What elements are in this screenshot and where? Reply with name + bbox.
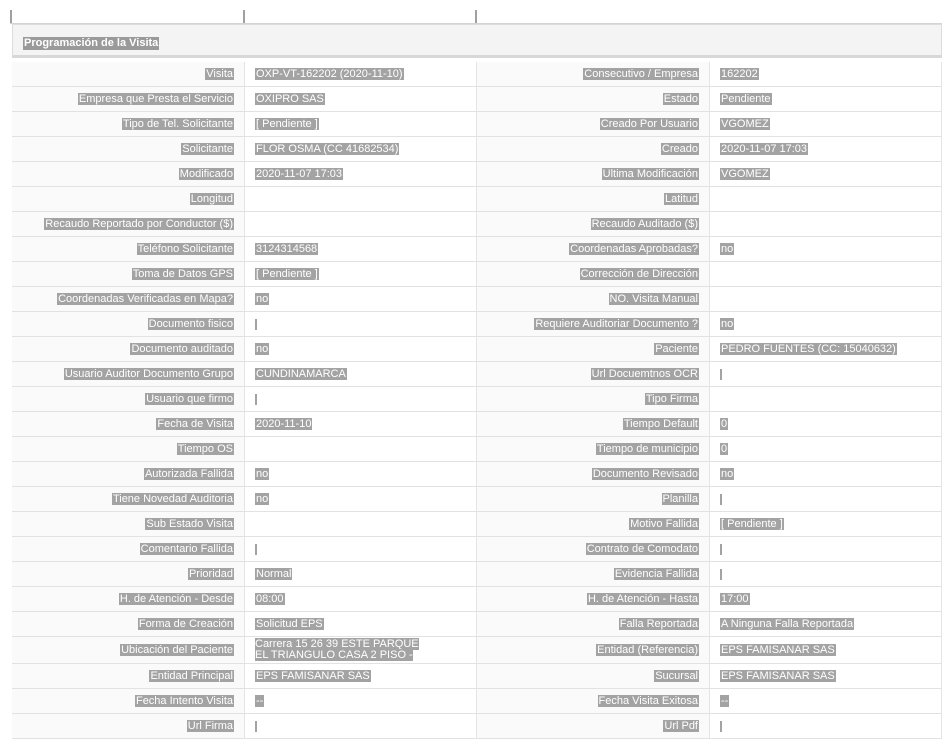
field-label: Modificado xyxy=(179,168,233,180)
field-label: Entidad Principal xyxy=(150,670,233,682)
field-value: 2020-11-07 17:03 xyxy=(721,143,808,155)
column-divider xyxy=(10,10,12,23)
field-label-cell xyxy=(12,362,244,387)
field-label: Recaudo Reportado por Conductor ($) xyxy=(45,218,233,230)
empty-value-marker xyxy=(720,544,722,555)
field-label: Url Pdf xyxy=(664,720,698,732)
detail-row xyxy=(12,512,942,537)
field-label: Sucursal xyxy=(655,670,698,682)
field-value-cell xyxy=(709,337,942,362)
field-label-cell xyxy=(12,212,244,237)
field-value-cell xyxy=(709,262,942,287)
field-value-cell xyxy=(244,337,477,362)
field-value-cell xyxy=(244,62,477,87)
field-value-cell xyxy=(709,312,942,337)
field-label-cell xyxy=(477,689,709,714)
detail-row xyxy=(12,187,942,212)
field-value: Pendiente xyxy=(721,93,771,105)
field-label: Fecha de Visita xyxy=(157,418,233,430)
detail-row xyxy=(12,212,942,237)
field-value-cell xyxy=(244,187,477,212)
field-value: EPS FAMISANAR SAS xyxy=(721,670,835,682)
field-value-cell xyxy=(709,412,942,437)
field-value-cell xyxy=(709,714,942,739)
field-value: [ Pendiente ] xyxy=(256,118,318,130)
field-label-cell xyxy=(477,512,709,537)
field-label-cell xyxy=(12,62,244,87)
top-column-bar xyxy=(10,10,942,24)
field-value-cell xyxy=(709,437,942,462)
empty-value-marker xyxy=(255,721,257,732)
field-value: A Ninguna Falla Reportada xyxy=(721,618,854,630)
field-label: Autorizada Fallida xyxy=(144,468,233,480)
column-divider xyxy=(475,10,477,23)
field-value: [ Pendiente ] xyxy=(256,268,318,280)
field-label: Visita xyxy=(206,68,233,80)
field-value-cell xyxy=(709,212,942,237)
field-value: no xyxy=(721,243,734,255)
field-label-cell xyxy=(12,637,244,664)
field-label-cell xyxy=(477,62,709,87)
detail-row xyxy=(12,87,942,112)
field-value-cell xyxy=(244,612,477,637)
detail-row xyxy=(12,587,942,612)
field-label-cell xyxy=(12,689,244,714)
field-label-cell xyxy=(12,512,244,537)
empty-value-marker xyxy=(255,394,257,405)
detail-row xyxy=(12,537,942,562)
field-value: [ Pendiente ] xyxy=(721,518,783,530)
empty-value-marker xyxy=(720,494,722,505)
field-value-cell xyxy=(244,562,477,587)
field-label-cell xyxy=(477,587,709,612)
field-value-cell xyxy=(244,162,477,187)
field-label-cell xyxy=(477,462,709,487)
field-value-cell xyxy=(709,689,942,714)
field-label: Documento Revisado xyxy=(592,468,698,480)
field-label-cell xyxy=(12,112,244,137)
field-value: OXIPRO SAS xyxy=(256,93,324,105)
field-value-cell xyxy=(244,87,477,112)
field-label: Entidad (Referencia) xyxy=(597,644,698,656)
field-label: Usuario Auditor Documento Grupo xyxy=(64,368,233,380)
field-value: VGOMEZ xyxy=(721,118,769,130)
empty-value-marker xyxy=(255,319,257,330)
field-label-cell xyxy=(12,612,244,637)
field-value-cell xyxy=(244,237,477,262)
field-label-cell xyxy=(12,162,244,187)
detail-row xyxy=(12,437,942,462)
field-value: 08:00 xyxy=(256,593,284,605)
field-value-cell xyxy=(244,689,477,714)
field-value-cell xyxy=(709,162,942,187)
detail-row xyxy=(12,162,942,187)
field-label: Documento auditado xyxy=(131,343,233,355)
field-label: Longitud xyxy=(190,193,233,205)
field-value: 2020-11-10 xyxy=(256,418,312,430)
field-value-cell xyxy=(709,187,942,212)
empty-value-marker xyxy=(720,369,722,380)
field-value-cell xyxy=(709,637,942,664)
field-label: Tiene Novedad Auditoria xyxy=(112,493,233,505)
field-label-cell xyxy=(477,312,709,337)
field-value: 3124314568 xyxy=(256,243,318,255)
field-label-cell xyxy=(12,262,244,287)
field-value: no xyxy=(256,293,269,305)
field-value-cell xyxy=(709,237,942,262)
field-label: Tipo Firma xyxy=(645,393,698,405)
field-label: Tiempo OS xyxy=(177,443,233,455)
field-label: Falla Reportada xyxy=(619,618,698,630)
field-value-cell xyxy=(244,312,477,337)
field-value: 17:00 xyxy=(721,593,749,605)
field-value-cell xyxy=(244,512,477,537)
field-value-cell xyxy=(709,664,942,689)
field-value-cell xyxy=(244,587,477,612)
field-label-cell xyxy=(12,462,244,487)
field-label: Tipo de Tel. Solicitante xyxy=(122,118,233,130)
field-label: Contrato de Comodato xyxy=(586,543,698,555)
field-label-cell xyxy=(12,487,244,512)
field-label-cell xyxy=(477,162,709,187)
field-value-cell xyxy=(244,462,477,487)
detail-row xyxy=(12,689,942,714)
field-label: Url Docuemtnos OCR xyxy=(591,368,698,380)
field-value: no xyxy=(256,468,269,480)
detail-row xyxy=(12,312,942,337)
field-label-cell xyxy=(12,337,244,362)
field-label: Planilla xyxy=(662,493,698,505)
field-label-cell xyxy=(477,412,709,437)
field-value: no xyxy=(721,318,734,330)
field-label: Creado xyxy=(661,143,698,155)
field-label: Forma de Creación xyxy=(138,618,233,630)
detail-row xyxy=(12,137,942,162)
field-label-cell xyxy=(12,664,244,689)
field-label-cell xyxy=(477,637,709,664)
field-value-cell xyxy=(709,387,942,412)
field-label: Paciente xyxy=(655,343,698,355)
field-value: CUNDINAMARCA xyxy=(256,368,346,380)
field-label-cell xyxy=(477,714,709,739)
field-value: 162202 xyxy=(721,68,758,80)
field-value: -- xyxy=(721,695,729,707)
field-value-cell xyxy=(244,714,477,739)
detail-row xyxy=(12,714,942,739)
field-label: Usuario que firmo xyxy=(146,393,233,405)
field-value-cell xyxy=(709,362,942,387)
field-label: Fecha Intento Visita xyxy=(135,695,233,707)
field-value-cell xyxy=(709,587,942,612)
field-label: Estado xyxy=(663,93,698,105)
detail-row xyxy=(12,262,942,287)
field-value-cell xyxy=(709,112,942,137)
section-title: Programación de la Visita xyxy=(24,37,159,49)
field-value: EPS FAMISANAR SAS xyxy=(721,644,835,656)
field-value: no xyxy=(721,468,734,480)
field-label: Prioridad xyxy=(188,568,233,580)
detail-row xyxy=(12,664,942,689)
field-label-cell xyxy=(12,562,244,587)
field-value-cell xyxy=(244,637,477,664)
field-label: Consecutivo / Empresa xyxy=(584,68,698,80)
field-value-cell xyxy=(709,512,942,537)
field-value-cell xyxy=(244,112,477,137)
detail-row xyxy=(12,387,942,412)
field-label-cell xyxy=(477,237,709,262)
field-label-cell xyxy=(12,312,244,337)
empty-value-marker xyxy=(720,569,722,580)
field-value-cell xyxy=(709,562,942,587)
field-label-cell xyxy=(477,387,709,412)
field-label: H. de Atención - Desde xyxy=(119,593,233,605)
field-value: EPS FAMISANAR SAS xyxy=(256,670,370,682)
field-value: Solicitud EPS xyxy=(256,618,323,630)
field-label: Latitud xyxy=(664,193,698,205)
field-label: Evidencia Fallida xyxy=(614,568,698,580)
field-label-cell xyxy=(477,112,709,137)
field-label: H. de Atención - Hasta xyxy=(587,593,698,605)
field-value-cell xyxy=(244,412,477,437)
field-label: Tiempo Default xyxy=(623,418,698,430)
field-label: NO. Visita Manual xyxy=(609,293,698,305)
field-value-cell xyxy=(244,537,477,562)
field-label-cell xyxy=(477,562,709,587)
field-label: Comentario Fallida xyxy=(140,543,233,555)
field-label-cell xyxy=(12,87,244,112)
field-label-cell xyxy=(477,287,709,312)
field-label-cell xyxy=(477,437,709,462)
empty-value-marker xyxy=(255,544,257,555)
field-value-cell xyxy=(244,362,477,387)
field-label: Toma de Datos GPS xyxy=(132,268,233,280)
detail-row xyxy=(12,412,942,437)
field-value: -- xyxy=(256,695,264,707)
field-label-cell xyxy=(477,137,709,162)
field-label: Ultima Modificación xyxy=(602,168,698,180)
field-value-cell xyxy=(709,612,942,637)
field-value-cell xyxy=(709,287,942,312)
field-value: PEDRO FUENTES (CC: 15040632) xyxy=(721,343,896,355)
field-label: Url Firma xyxy=(187,720,233,732)
field-label: Coordenadas Aprobadas? xyxy=(570,243,698,255)
field-label-cell xyxy=(477,87,709,112)
field-label-cell xyxy=(12,437,244,462)
field-value: no xyxy=(256,493,269,505)
field-label-cell xyxy=(12,137,244,162)
section-header xyxy=(12,24,942,58)
empty-value-marker xyxy=(720,721,722,732)
field-value-cell xyxy=(244,664,477,689)
column-divider xyxy=(243,10,245,23)
field-value: 0 xyxy=(721,418,728,430)
detail-row xyxy=(12,62,942,87)
field-label-cell xyxy=(477,187,709,212)
field-label-cell xyxy=(12,237,244,262)
detail-row xyxy=(12,112,942,137)
field-label-cell xyxy=(12,287,244,312)
field-value-cell xyxy=(709,137,942,162)
field-value-cell xyxy=(244,262,477,287)
field-value: FLOR OSMA (CC 41682534) xyxy=(256,143,399,155)
field-value-cell xyxy=(244,137,477,162)
field-value: Carrera 15 26 39 ESTE PARQUE EL TRIANGULO CASA 2 PISO - xyxy=(255,638,419,661)
field-label: Documento fisico xyxy=(148,318,233,330)
field-label: Empresa que Presta el Servicio xyxy=(78,93,233,105)
field-label-cell xyxy=(477,362,709,387)
field-value: VGOMEZ xyxy=(721,168,769,180)
field-value-cell xyxy=(709,487,942,512)
field-label-cell xyxy=(12,412,244,437)
field-label-cell xyxy=(12,587,244,612)
field-label: Requiere Auditoriar Documento ? xyxy=(535,318,698,330)
field-label: Motivo Fallida xyxy=(630,518,698,530)
field-label-cell xyxy=(12,714,244,739)
field-value-cell xyxy=(709,87,942,112)
field-label-cell xyxy=(477,612,709,637)
field-value-cell xyxy=(709,62,942,87)
detail-row xyxy=(12,562,942,587)
detail-row xyxy=(12,462,942,487)
field-value-cell xyxy=(709,537,942,562)
field-value: Normal xyxy=(256,568,292,580)
field-label: Recaudo Auditado ($) xyxy=(591,218,698,230)
field-value-cell xyxy=(244,487,477,512)
field-label-cell xyxy=(477,487,709,512)
detail-row xyxy=(12,237,942,262)
field-label: Solicitante xyxy=(182,143,233,155)
field-label: Sub Estado Visita xyxy=(146,518,233,530)
detail-row xyxy=(12,337,942,362)
field-label: Coordenadas Verificadas en Mapa? xyxy=(58,293,233,305)
field-value: no xyxy=(256,343,269,355)
field-label-cell xyxy=(12,187,244,212)
field-value-cell xyxy=(244,287,477,312)
field-label-cell xyxy=(12,387,244,412)
field-label: Tiempo de municipio xyxy=(596,443,698,455)
detail-row xyxy=(12,287,942,312)
field-value-cell xyxy=(244,437,477,462)
field-value: 0 xyxy=(721,443,728,455)
field-label-cell xyxy=(477,537,709,562)
field-label-cell xyxy=(477,337,709,362)
field-label: Ubicación del Paciente xyxy=(121,644,233,656)
field-label: Teléfono Solicitante xyxy=(137,243,233,255)
field-label-cell xyxy=(12,537,244,562)
field-label-cell xyxy=(477,262,709,287)
field-label-cell xyxy=(477,212,709,237)
field-value-cell xyxy=(244,387,477,412)
field-label: Fecha Visita Exitosa xyxy=(598,695,698,707)
visit-details-grid xyxy=(12,62,942,739)
field-value-cell xyxy=(244,212,477,237)
field-value: 2020-11-07 17:03 xyxy=(256,168,343,180)
detail-row xyxy=(12,612,942,637)
field-label: Corrección de Dirección xyxy=(580,268,698,280)
field-label: Creado Por Usuario xyxy=(600,118,698,130)
field-value-cell xyxy=(709,462,942,487)
detail-row xyxy=(12,362,942,387)
detail-row xyxy=(12,637,942,664)
field-value: OXP-VT-162202 (2020-11-10) xyxy=(256,68,403,80)
detail-row xyxy=(12,487,942,512)
field-label-cell xyxy=(477,664,709,689)
